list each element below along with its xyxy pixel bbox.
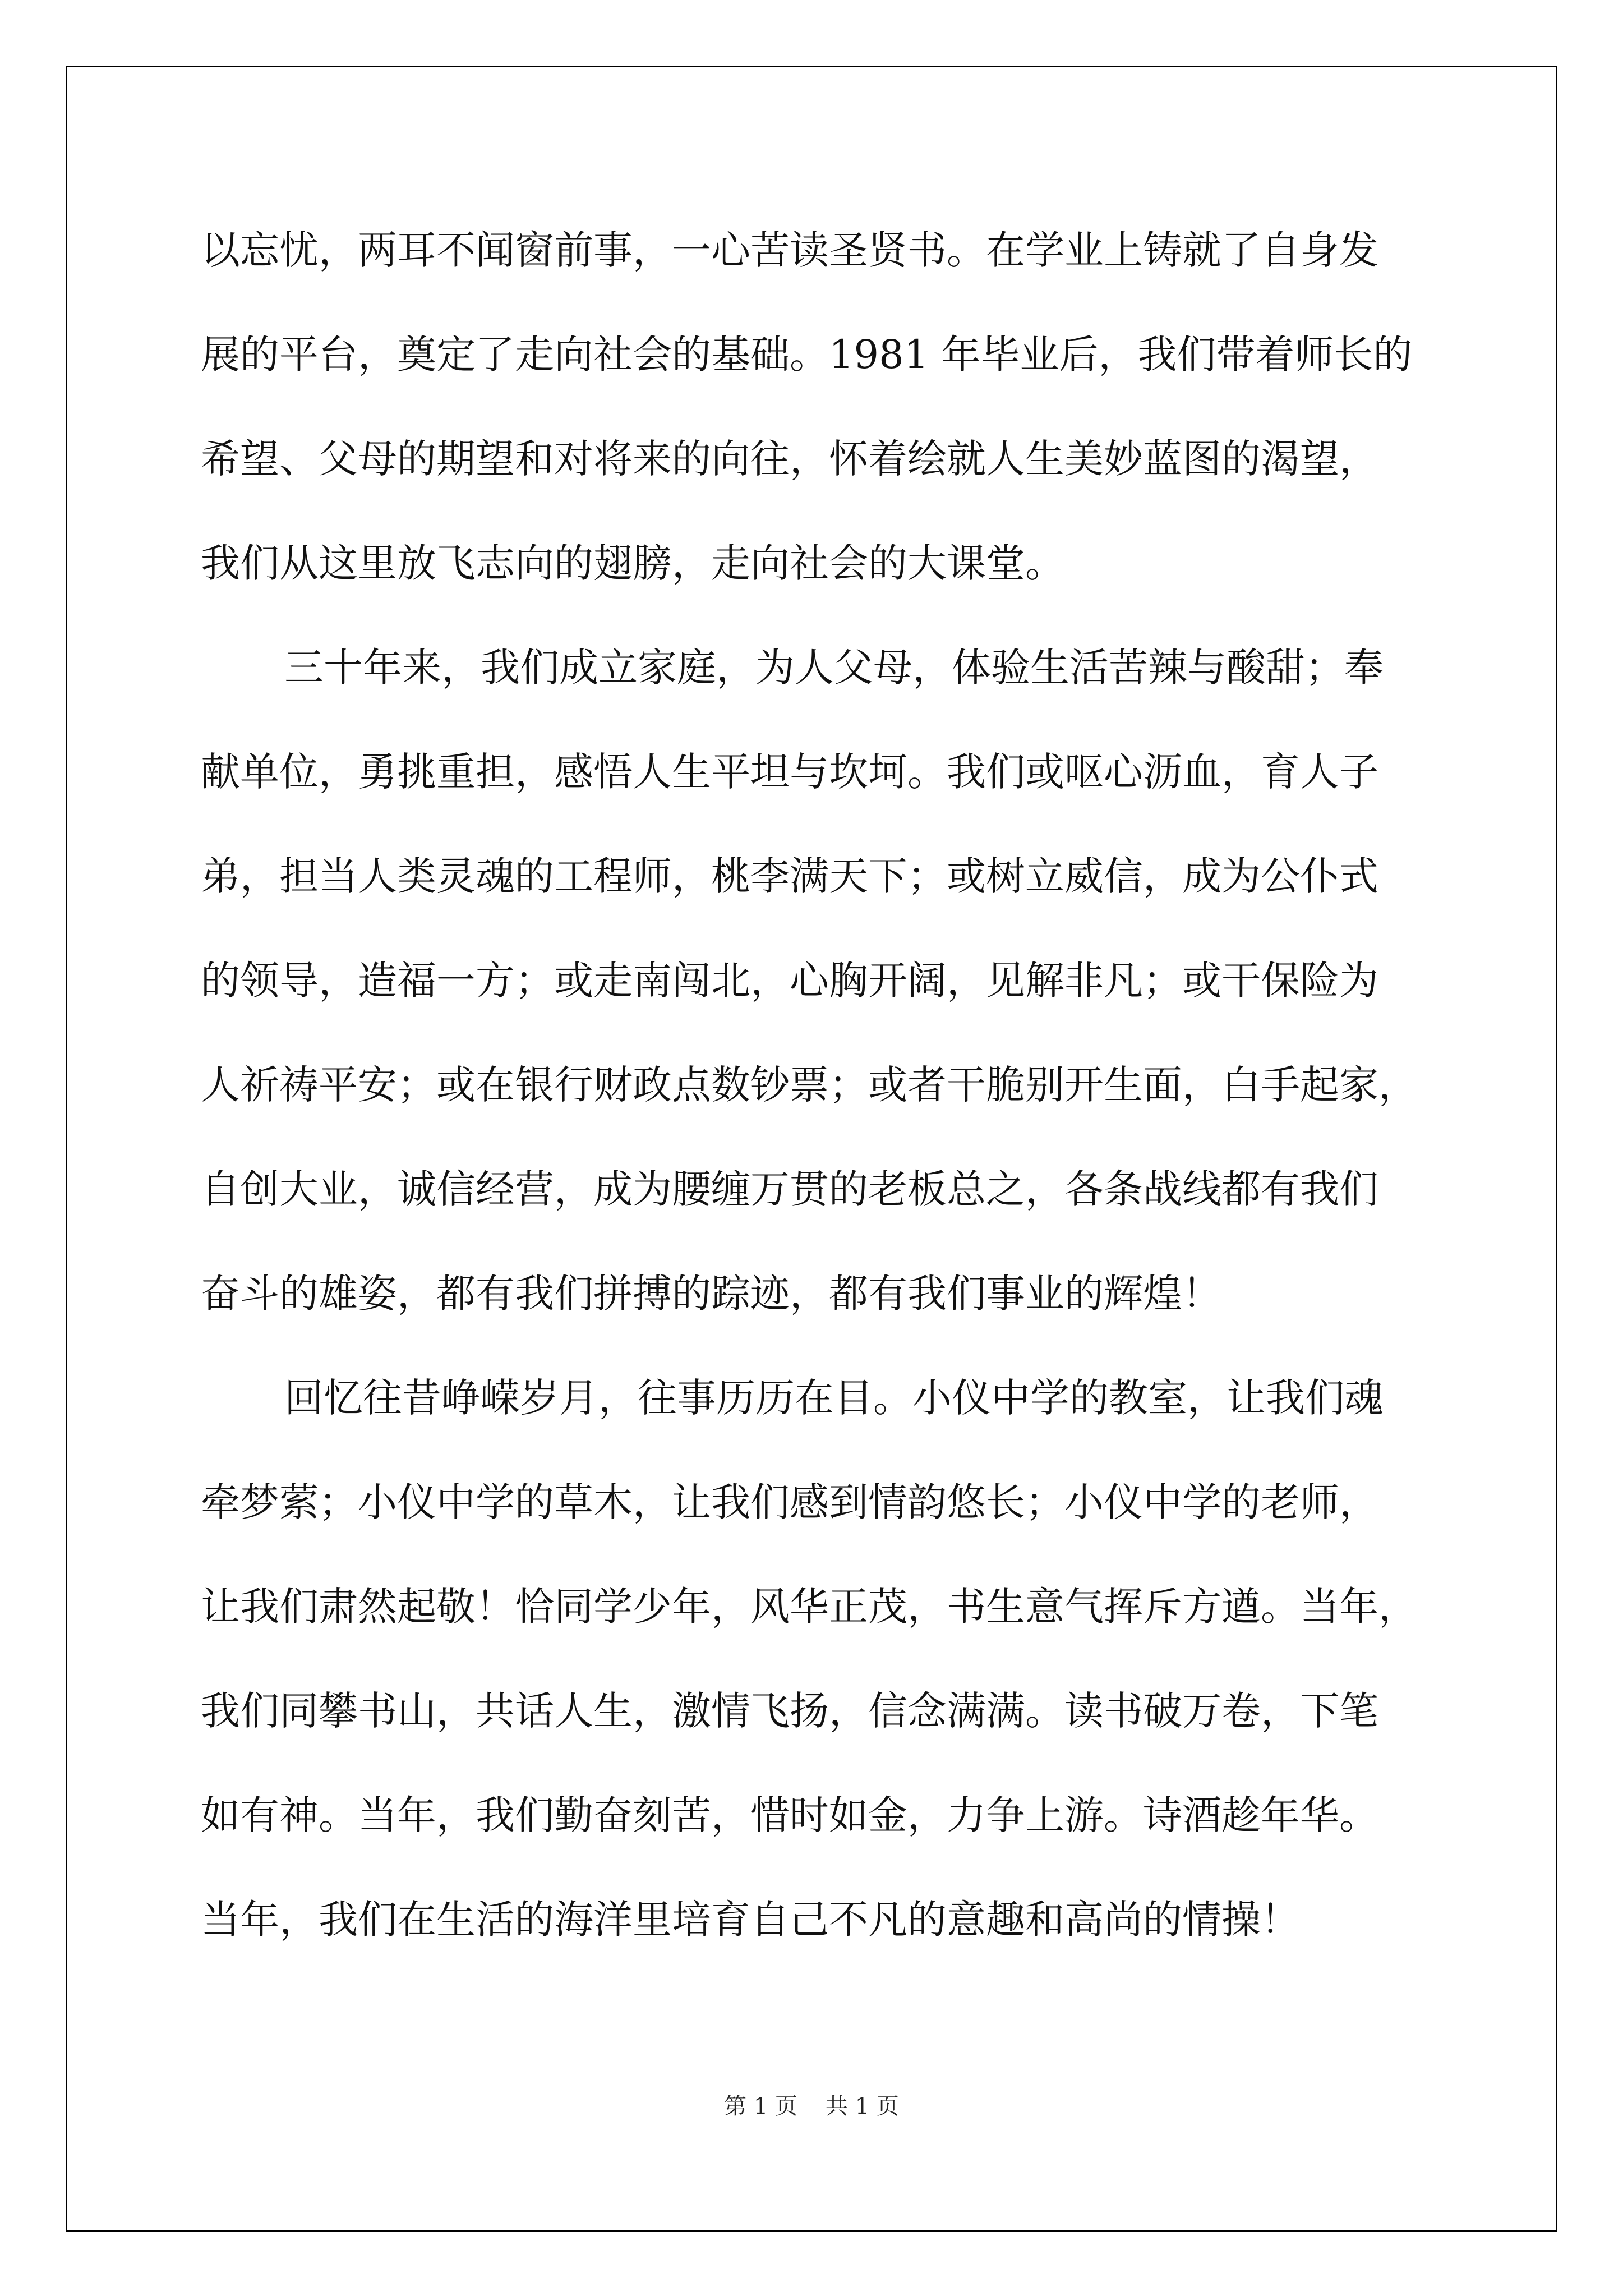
text-line: 三十年来，我们成立家庭，为人父母，体验生活苦辣与酸甜；奉 [284, 645, 1384, 691]
text-line: 奋斗的雄姿，都有我们拼搏的踪迹，都有我们事业的辉煌！ [201, 1271, 1221, 1317]
text-line: 希望、父母的期望和对将来的向往，怀着绘就人生美妙蓝图的渴望， [201, 436, 1378, 482]
page-number: 第 1 页 [724, 2093, 797, 2119]
text-line: 当年，我们在生活的海洋里培育自己不凡的意趣和高尚的情操！ [201, 1897, 1300, 1943]
text-line: 的领导，造福一方；或走南闯北，心胸开阔，见解非凡；或干保险为 [201, 958, 1378, 1004]
text-line: 弟，担当人类灵魂的工程师，桃李满天下；或树立威信，成为公仆式 [201, 853, 1378, 899]
text-line: 回忆往昔峥嵘岁月，往事历历在目。小仪中学的教室，让我们魂 [284, 1375, 1384, 1421]
text-line: 如有神。当年，我们勤奋刻苦，惜时如金，力争上游。诗酒趁年华。 [201, 1792, 1378, 1838]
text-line: 自创大业，诚信经营，成为腰缠万贯的老板总之，各条战线都有我们 [201, 1166, 1378, 1212]
text-line: 以忘忧，两耳不闻窗前事，一心苦读圣贤书。在学业上铸就了自身发 [201, 227, 1378, 273]
text-line: 让我们肃然起敬！恰同学少年，风华正茂，书生意气挥斥方遒。当年， [201, 1584, 1418, 1630]
text-line: 我们从这里放飞志向的翅膀，走向社会的大课堂。 [201, 540, 1064, 586]
page-total: 共 1 页 [826, 2093, 899, 2119]
text-line: 展的平台，奠定了走向社会的基础。1981 年毕业后，我们带着师长的 [201, 332, 1413, 378]
text-line: 牵梦萦；小仪中学的草木，让我们感到情韵悠长；小仪中学的老师， [201, 1479, 1378, 1525]
text-line: 献单位，勇挑重担，感悟人生平坦与坎坷。我们或呕心沥血，育人子 [201, 749, 1378, 795]
page-footer [0, 2092, 1623, 2120]
text-line: 人祈祷平安；或在银行财政点数钞票；或者干脆别开生面，白手起家， [201, 1062, 1418, 1108]
text-line: 我们同攀书山，共话人生，激情飞扬，信念满满。读书破万卷，下笔 [201, 1688, 1378, 1734]
